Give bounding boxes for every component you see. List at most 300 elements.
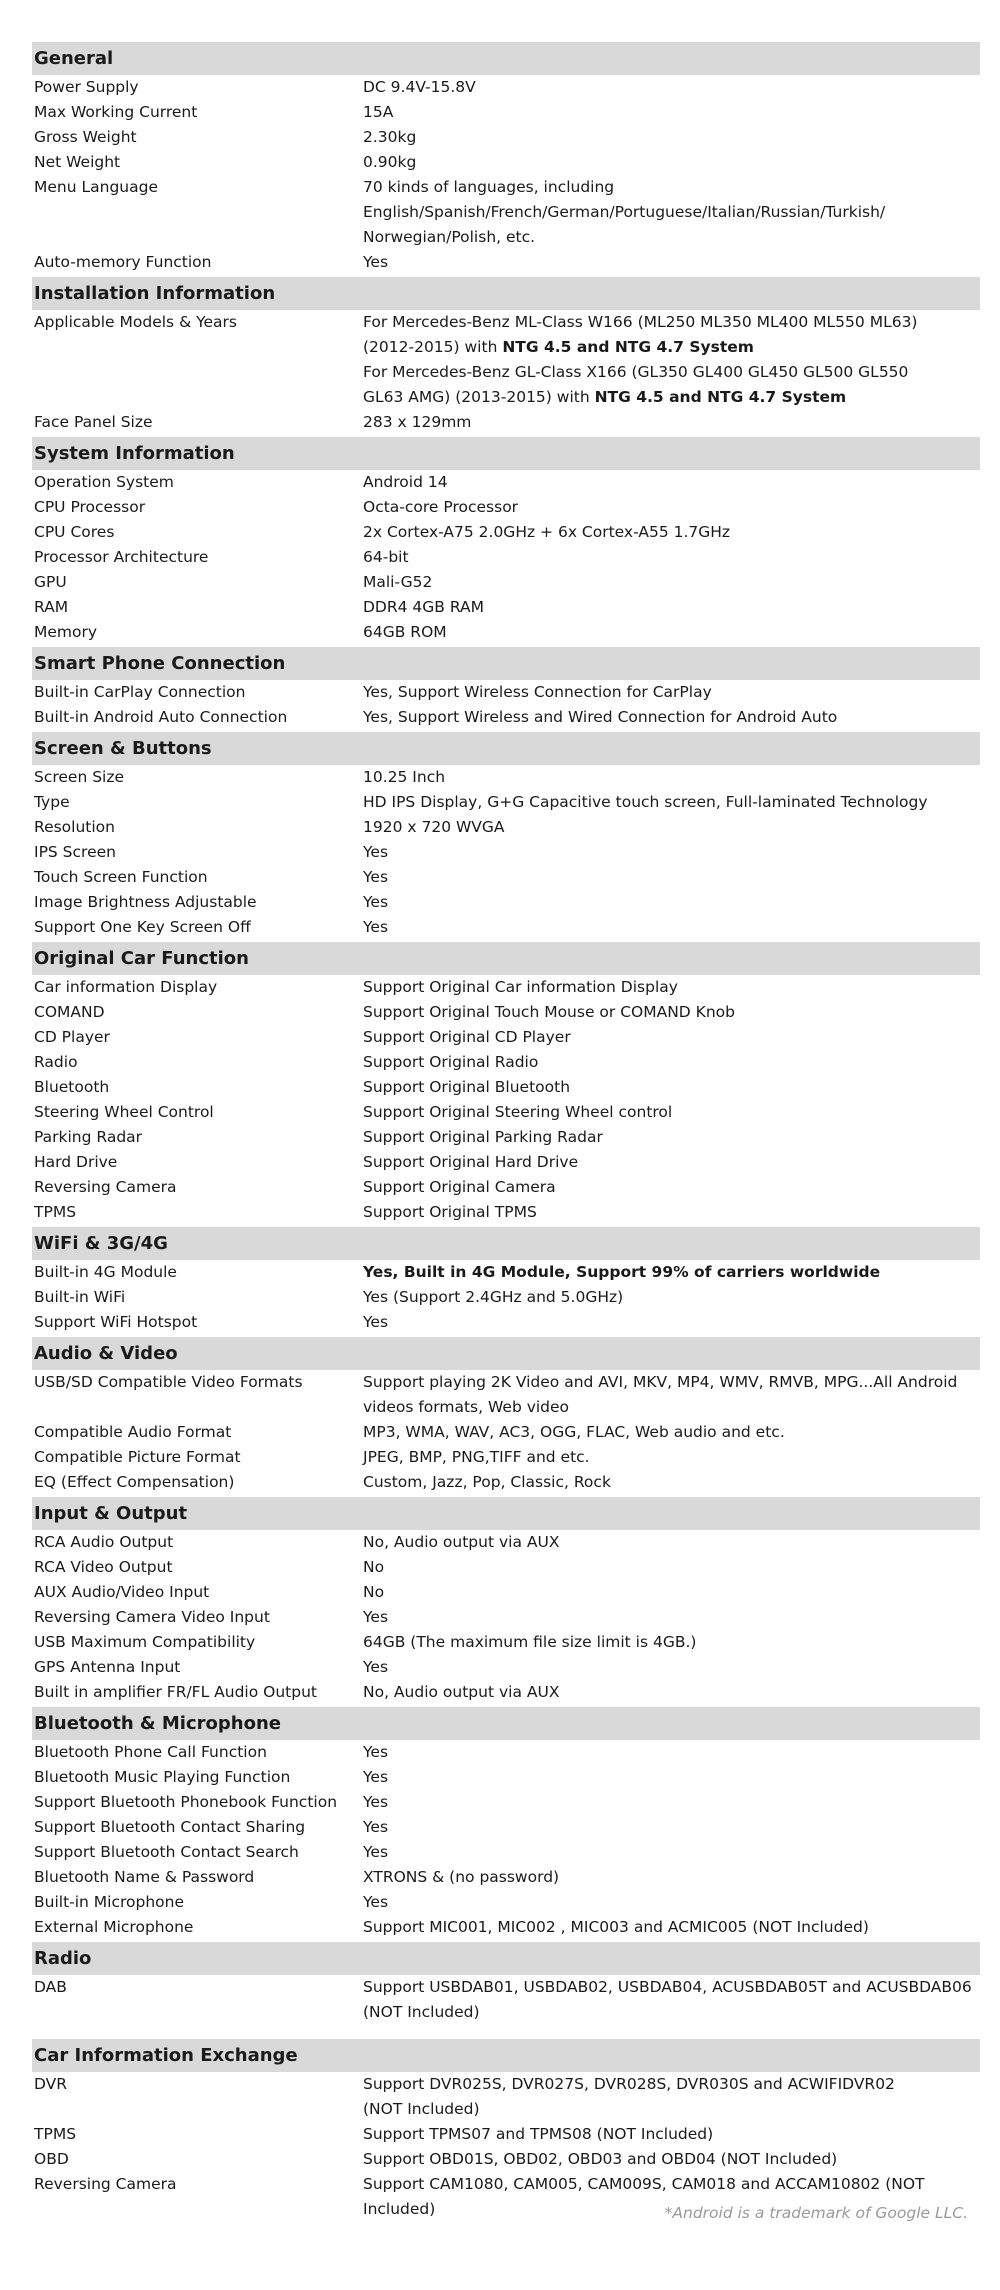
section-smart-phone-connection — [32, 647, 980, 730]
spec-value — [363, 705, 980, 730]
spec-value-text: (NOT Included) — [363, 2003, 480, 2021]
spec-value — [363, 1555, 980, 1580]
spec-value-bold-text: Yes, Built in 4G Module, Support 99% of carriers worldwide — [363, 1263, 881, 1281]
spec-label: Reversing Camera — [34, 2175, 177, 2193]
spec-value-line — [363, 1890, 976, 1915]
spec-value-text: Yes — [363, 1893, 389, 1911]
spec-value-bold-text: NTG 4.5 and NTG 4.7 System — [502, 338, 754, 356]
spec-row — [32, 790, 980, 815]
spec-label: Screen Size — [34, 768, 125, 786]
spec-row — [32, 1530, 980, 1555]
spec-value-text: 15A — [363, 103, 394, 121]
spec-value-text: GL63 AMG) (2013-2015) with — [363, 388, 595, 406]
spec-value-text: Support Original Steering Wheel control — [363, 1103, 673, 1121]
spec-value-line — [363, 250, 976, 275]
spec-value-line — [363, 1150, 976, 1175]
spec-value-text: HD IPS Display, G+G Capacitive touch screen, Full-laminated Technology — [363, 793, 928, 811]
spec-value-line — [363, 495, 976, 520]
section-car-information-exchange — [32, 2039, 980, 2222]
spec-value-text: Yes — [363, 1818, 389, 1836]
spec-value-line — [363, 1740, 976, 1765]
spec-label: Hard Drive — [34, 1153, 118, 1171]
spec-row — [32, 100, 980, 125]
spec-row — [32, 470, 980, 495]
spec-row — [32, 1150, 980, 1175]
spec-label: Auto-memory Function — [34, 253, 212, 271]
spec-label: TPMS — [34, 2125, 77, 2143]
spec-label: Built-in 4G Module — [34, 1263, 177, 1281]
spec-value-line — [363, 815, 976, 840]
spec-label: DAB — [34, 1978, 67, 1996]
spec-label: COMAND — [34, 1003, 105, 1021]
spec-label: TPMS — [34, 1203, 77, 1221]
spec-value — [363, 1000, 980, 1025]
spec-row — [32, 595, 980, 620]
section-audio-video — [32, 1337, 980, 1495]
spec-row — [32, 1580, 980, 1605]
section-screen-buttons — [32, 732, 980, 940]
spec-row — [32, 1790, 980, 1815]
spec-label: Compatible Picture Format — [34, 1448, 241, 1466]
section-heading: Audio & Video — [32, 1337, 980, 1370]
spec-value-line — [363, 1580, 976, 1605]
spec-label: Bluetooth — [34, 1078, 110, 1096]
spec-value — [363, 1370, 980, 1420]
spec-label: Gross Weight — [34, 128, 137, 146]
spec-value — [363, 2072, 980, 2122]
spec-value-line — [363, 520, 976, 545]
spec-value-text: DDR4 4GB RAM — [363, 598, 484, 616]
spec-label: Parking Radar — [34, 1128, 143, 1146]
spec-value-line — [363, 385, 976, 410]
spec-value-line — [363, 410, 976, 435]
spec-row — [32, 250, 980, 275]
spec-row — [32, 1815, 980, 1840]
spec-label: GPS Antenna Input — [34, 1658, 181, 1676]
spec-value-text: Support DVR025S, DVR027S, DVR028S, DVR030S and ACWIFIDVR02 — [363, 2075, 895, 2093]
section-heading: Smart Phone Connection — [32, 647, 980, 680]
spec-value-text: Support Original Bluetooth — [363, 1078, 571, 1096]
spec-label: Memory — [34, 623, 98, 641]
spec-row — [32, 915, 980, 940]
spec-value-line — [363, 1075, 976, 1100]
spec-value-line — [363, 570, 976, 595]
spec-row — [32, 890, 980, 915]
spec-value-line — [363, 2122, 976, 2147]
spec-row — [32, 1865, 980, 1890]
spec-value — [363, 125, 980, 150]
spec-row — [32, 1605, 980, 1630]
spec-value-text: Yes — [363, 893, 389, 911]
spec-row — [32, 1840, 980, 1865]
section-bluetooth-microphone — [32, 1707, 980, 1940]
spec-value-line — [363, 2147, 976, 2172]
spec-value — [363, 620, 980, 645]
spec-value-text: 70 kinds of languages, including — [363, 178, 615, 196]
spec-row — [32, 1740, 980, 1765]
spec-value-text: 64GB (The maximum file size limit is 4GB.) — [363, 1633, 697, 1651]
section-heading: Radio — [32, 1942, 980, 1975]
spec-value-line — [363, 1200, 976, 1225]
spec-value-text: JPEG, BMP, PNG,TIFF and etc. — [363, 1448, 590, 1466]
spec-value-line — [363, 595, 976, 620]
spec-value-text: No, Audio output via AUX — [363, 1683, 560, 1701]
spec-label: RAM — [34, 598, 69, 616]
spec-row — [32, 1470, 980, 1495]
spec-label: CD Player — [34, 1028, 110, 1046]
spec-value-text: Included) — [363, 2200, 436, 2218]
section-heading: Bluetooth & Microphone — [32, 1707, 980, 1740]
spec-value — [363, 1815, 980, 1840]
spec-value-text: DC 9.4V-15.8V — [363, 78, 476, 96]
spec-value-line — [363, 1865, 976, 1890]
section-heading: WiFi & 3G/4G — [32, 1227, 980, 1260]
spec-label: Support WiFi Hotspot — [34, 1313, 198, 1331]
spec-row — [32, 1075, 980, 1100]
spec-value-text: Support Original Car information Display — [363, 978, 678, 996]
spec-value-text: Yes — [363, 918, 389, 936]
spec-value — [363, 410, 980, 435]
spec-row — [32, 125, 980, 150]
spec-row — [32, 1025, 980, 1050]
spec-value-line — [363, 175, 976, 200]
spec-value-text: 10.25 Inch — [363, 768, 446, 786]
spec-value-line — [363, 1915, 976, 1940]
spec-row — [32, 1310, 980, 1335]
spec-label: EQ (Effect Compensation) — [34, 1473, 235, 1491]
spec-value — [363, 520, 980, 545]
spec-value — [363, 865, 980, 890]
spec-row — [32, 1370, 980, 1420]
spec-value-line — [363, 890, 976, 915]
spec-row — [32, 1765, 980, 1790]
spec-value-text: Yes — [363, 1608, 389, 1626]
spec-value-line — [363, 200, 976, 225]
spec-value — [363, 680, 980, 705]
spec-value-line — [363, 1655, 976, 1680]
spec-value — [363, 595, 980, 620]
spec-value-text: videos formats, Web video — [363, 1398, 570, 1416]
spec-value-text: Support TPMS07 and TPMS08 (NOT Included) — [363, 2125, 714, 2143]
spec-value-line — [363, 790, 976, 815]
spec-value — [363, 1445, 980, 1470]
spec-value — [363, 1680, 980, 1705]
spec-row — [32, 2072, 980, 2122]
spec-row — [32, 495, 980, 520]
section-heading: Input & Output — [32, 1497, 980, 1530]
spec-value — [363, 1765, 980, 1790]
spec-value — [363, 1025, 980, 1050]
section-heading: Original Car Function — [32, 942, 980, 975]
spec-label: USB/SD Compatible Video Formats — [34, 1373, 303, 1391]
spec-value-line — [363, 1555, 976, 1580]
spec-row — [32, 1890, 980, 1915]
spec-value-line — [363, 1310, 976, 1335]
spec-row — [32, 410, 980, 435]
spec-value — [363, 100, 980, 125]
spec-value-line — [363, 75, 976, 100]
spec-value — [363, 1915, 980, 1940]
spec-row — [32, 570, 980, 595]
spec-label: Support Bluetooth Contact Search — [34, 1843, 299, 1861]
section-general — [32, 42, 980, 275]
spec-value-line — [363, 1470, 976, 1495]
spec-value-line — [363, 1765, 976, 1790]
spec-value-line — [363, 100, 976, 125]
spec-row — [32, 1125, 980, 1150]
spec-value-line — [363, 1445, 976, 1470]
section-heading: Screen & Buttons — [32, 732, 980, 765]
spec-label: RCA Video Output — [34, 1558, 173, 1576]
spec-row — [32, 815, 980, 840]
spec-value-text: Yes, Support Wireless and Wired Connection for Android Auto — [363, 708, 838, 726]
spec-value — [363, 815, 980, 840]
spec-value-text: 1920 x 720 WVGA — [363, 818, 505, 836]
spec-value-text: For Mercedes-Benz ML-Class W166 (ML250 ML350 ML400 ML550 ML63) — [363, 313, 918, 331]
spec-row — [32, 2147, 980, 2172]
spec-value — [363, 75, 980, 100]
spec-sheet — [32, 42, 980, 2222]
spec-value-line — [363, 1050, 976, 1075]
spec-label: Reversing Camera — [34, 1178, 177, 1196]
spec-value-text: No — [363, 1583, 385, 1601]
spec-value-text: Norwegian/Polish, etc. — [363, 228, 536, 246]
spec-value-line — [363, 1125, 976, 1150]
spec-label: Type — [34, 793, 70, 811]
spec-value-text: Yes — [363, 1658, 389, 1676]
spec-label: Bluetooth Name & Password — [34, 1868, 255, 1886]
spec-value — [363, 1260, 980, 1285]
spec-value — [363, 840, 980, 865]
section-input-output — [32, 1497, 980, 1705]
spec-label: Menu Language — [34, 178, 158, 196]
spec-value-line — [363, 1370, 976, 1395]
spec-row — [32, 1100, 980, 1125]
spec-value-text: 0.90kg — [363, 153, 417, 171]
spec-value-text: Yes — [363, 1743, 389, 1761]
spec-value-line — [363, 1025, 976, 1050]
spec-row — [32, 1655, 980, 1680]
spec-value-text: Mali-G52 — [363, 573, 433, 591]
spec-label: Radio — [34, 1053, 78, 1071]
spec-value-text: Yes — [363, 1768, 389, 1786]
spec-value-text: English/Spanish/French/German/Portuguese/Italian/Russian/Turkish/ — [363, 203, 886, 221]
section-heading: Car Information Exchange — [32, 2039, 980, 2072]
spec-label: Image Brightness Adjustable — [34, 893, 257, 911]
spec-value-line — [363, 1420, 976, 1445]
spec-row — [32, 680, 980, 705]
spec-value — [363, 1605, 980, 1630]
spec-value — [363, 1100, 980, 1125]
spec-value-line — [363, 1395, 976, 1420]
spec-label: Support Bluetooth Phonebook Function — [34, 1793, 338, 1811]
spec-value-text: 2.30kg — [363, 128, 417, 146]
spec-value-text: Yes — [363, 1843, 389, 1861]
spec-label: Power Supply — [34, 78, 139, 96]
section-heading: System Information — [32, 437, 980, 470]
spec-value — [363, 495, 980, 520]
spec-value — [363, 1285, 980, 1310]
spec-label: Touch Screen Function — [34, 868, 208, 886]
spec-value-text: Yes, Support Wireless Connection for CarPlay — [363, 683, 712, 701]
spec-row — [32, 865, 980, 890]
spec-value-line — [363, 2172, 976, 2197]
spec-row — [32, 975, 980, 1000]
spec-row — [32, 520, 980, 545]
spec-value-text: Support Original Radio — [363, 1053, 539, 1071]
spec-value-line — [363, 1605, 976, 1630]
spec-value-text: Yes (Support 2.4GHz and 5.0GHz) — [363, 1288, 624, 1306]
section-system-information — [32, 437, 980, 645]
spec-label: DVR — [34, 2075, 68, 2093]
spec-value — [363, 1975, 980, 2025]
spec-value-line — [363, 1840, 976, 1865]
spec-value — [363, 2147, 980, 2172]
spec-value-line — [363, 125, 976, 150]
spec-value-text: Yes — [363, 868, 389, 886]
spec-value — [363, 570, 980, 595]
spec-row — [32, 1260, 980, 1285]
spec-value-text: Octa-core Processor — [363, 498, 519, 516]
spec-value-text: XTRONS & (no password) — [363, 1868, 560, 1886]
spec-value-text: Support MIC001, MIC002 , MIC003 and ACMIC005 (NOT Included) — [363, 1918, 869, 1936]
spec-label: Processor Architecture — [34, 548, 209, 566]
spec-label: Built-in Microphone — [34, 1893, 185, 1911]
spec-value-line — [363, 2097, 976, 2122]
spec-value — [363, 175, 980, 250]
spec-row — [32, 765, 980, 790]
spec-value-line — [363, 680, 976, 705]
spec-row — [32, 1420, 980, 1445]
spec-value-line — [363, 335, 976, 360]
spec-label: Bluetooth Music Playing Function — [34, 1768, 291, 1786]
spec-row — [32, 175, 980, 250]
spec-label: Compatible Audio Format — [34, 1423, 232, 1441]
spec-value-text: Android 14 — [363, 473, 448, 491]
spec-value — [363, 975, 980, 1000]
spec-value-line — [363, 545, 976, 570]
spec-value-text: Support Original TPMS — [363, 1203, 537, 1221]
spec-value — [363, 1580, 980, 1605]
spec-value — [363, 545, 980, 570]
section-original-car-function — [32, 942, 980, 1225]
spec-value — [363, 1865, 980, 1890]
spec-value — [363, 310, 980, 410]
spec-value-text: MP3, WMA, WAV, AC3, OGG, FLAC, Web audio and etc. — [363, 1423, 785, 1441]
spec-value-line — [363, 1680, 976, 1705]
spec-row — [32, 2122, 980, 2147]
spec-value-line — [363, 865, 976, 890]
spec-value — [363, 1125, 980, 1150]
spec-label: USB Maximum Compatibility — [34, 1633, 256, 1651]
spec-value-text: Support Original Parking Radar — [363, 1128, 603, 1146]
spec-label: RCA Audio Output — [34, 1533, 174, 1551]
spec-row — [32, 1175, 980, 1200]
spec-value — [363, 1150, 980, 1175]
spec-value — [363, 765, 980, 790]
spec-value-line — [363, 225, 976, 250]
spec-value-text: No, Audio output via AUX — [363, 1533, 560, 1551]
spec-value — [363, 1200, 980, 1225]
spec-row — [32, 1975, 980, 2025]
spec-row — [32, 620, 980, 645]
spec-label: External Microphone — [34, 1918, 194, 1936]
spec-value-line — [363, 975, 976, 1000]
spec-value — [363, 790, 980, 815]
spec-value — [363, 1890, 980, 1915]
spec-value-line — [363, 1530, 976, 1555]
spec-label: AUX Audio/Video Input — [34, 1583, 210, 1601]
spec-value-line — [363, 470, 976, 495]
spec-value — [363, 2122, 980, 2147]
spec-value-line — [363, 1260, 976, 1285]
spec-value-text: 64-bit — [363, 548, 409, 566]
spec-value-text: (NOT Included) — [363, 2100, 480, 2118]
spec-row — [32, 1285, 980, 1310]
spec-value-text: Yes — [363, 1793, 389, 1811]
spec-value-text: Support Original CD Player — [363, 1028, 571, 1046]
spec-value — [363, 470, 980, 495]
spec-row — [32, 1680, 980, 1705]
spec-label: CPU Cores — [34, 523, 115, 541]
spec-value — [363, 1420, 980, 1445]
spec-value — [363, 1075, 980, 1100]
spec-row — [32, 840, 980, 865]
spec-value-text: Support playing 2K Video and AVI, MKV, MP4, WMV, RMVB, MPG...All Android — [363, 1373, 958, 1391]
spec-value — [363, 1050, 980, 1075]
spec-value — [363, 1655, 980, 1680]
spec-label: Resolution — [34, 818, 115, 836]
spec-label: Car information Display — [34, 978, 218, 996]
spec-row — [32, 705, 980, 730]
spec-label: Reversing Camera Video Input — [34, 1608, 270, 1626]
spec-value — [363, 1630, 980, 1655]
spec-value-text: Yes — [363, 1313, 389, 1331]
section-installation-information — [32, 277, 980, 435]
spec-label: Operation System — [34, 473, 174, 491]
spec-value-line — [363, 1175, 976, 1200]
spec-value-line — [363, 1100, 976, 1125]
spec-value-text: Support Original Camera — [363, 1178, 556, 1196]
spec-row — [32, 545, 980, 570]
spec-value-line — [363, 705, 976, 730]
spec-value-line — [363, 840, 976, 865]
spec-row — [32, 1050, 980, 1075]
spec-label: Built in amplifier FR/FL Audio Output — [34, 1683, 317, 1701]
spec-label: OBD — [34, 2150, 69, 2168]
spec-label: Built-in CarPlay Connection — [34, 683, 246, 701]
spec-value-text: (2012-2015) with — [363, 338, 503, 356]
spec-value-text: Support CAM1080, CAM005, CAM009S, CAM018 and ACCAM10802 (NOT — [363, 2175, 925, 2193]
spec-value — [363, 890, 980, 915]
spec-label: IPS Screen — [34, 843, 116, 861]
spec-value-line — [363, 1815, 976, 1840]
spec-row — [32, 310, 980, 410]
spec-label: Built-in Android Auto Connection — [34, 708, 288, 726]
spec-value — [363, 1310, 980, 1335]
spec-label: CPU Processor — [34, 498, 146, 516]
spec-value — [363, 1530, 980, 1555]
spec-value-text: No — [363, 1558, 385, 1576]
trademark-footnote: *Android is a trademark of Google LLC. — [664, 2204, 968, 2222]
section-wifi-3g-4g — [32, 1227, 980, 1335]
spec-label: Net Weight — [34, 153, 121, 171]
spec-value-text: 64GB ROM — [363, 623, 447, 641]
spec-value — [363, 1840, 980, 1865]
spec-value-line — [363, 360, 976, 385]
spec-label: Bluetooth Phone Call Function — [34, 1743, 267, 1761]
spec-value-text: Yes — [363, 843, 389, 861]
